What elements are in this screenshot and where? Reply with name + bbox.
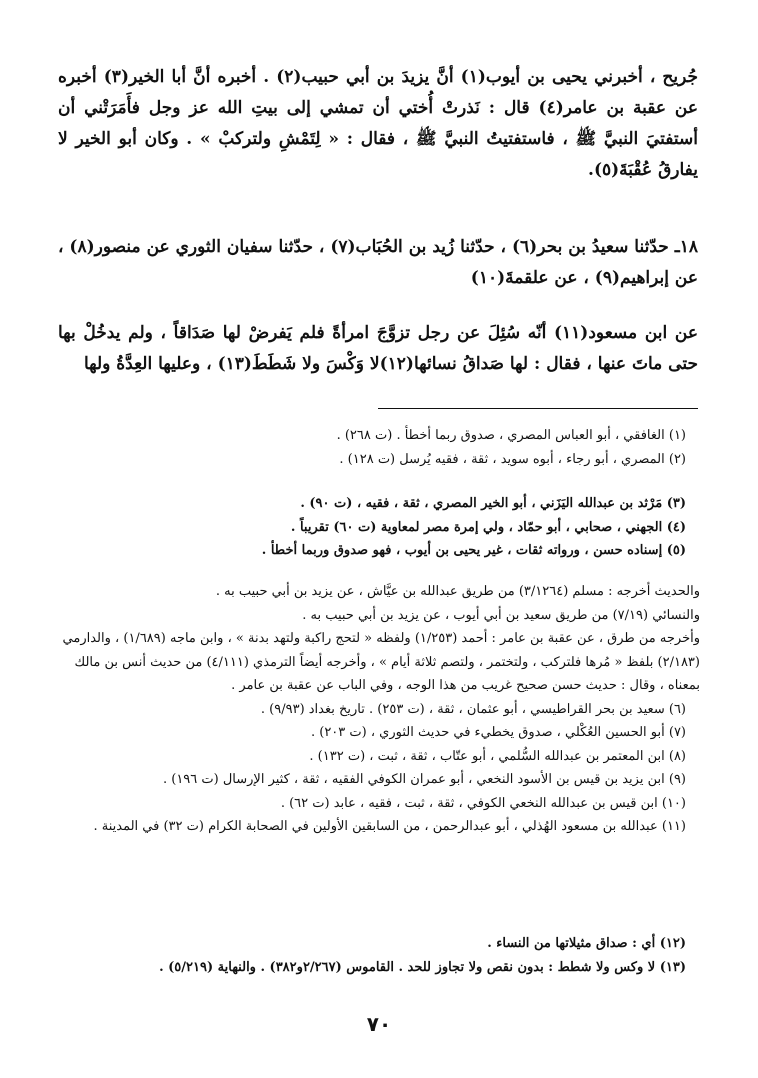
footnotes-group-2 (58, 492, 700, 563)
footnotes-group-1 (58, 424, 700, 471)
footnote: (٢) المصري ، أبو رجاء ، أبوه سويد ، ثقة ، فقيه يُرسل (ت ١٢٨) . (339, 451, 686, 467)
hadith-17-continuation: جُريح ، أخبرني يحيى بن أيوب(١) أنَّ يزيدَ بن أبي حبيب(٢) . أخبره أنَّ أبا الخير(٣) أخبره عن عقبة بن عامر(٤) قال : نَذرتْ أُختي أن تمشي إلى بيتِ الله عز وجل فأَمَرَتْني أن أستفتيَ النبيَّ ﷺ ، فاستفتيتُ النبيَّ ﷺ ، فقال : « لِتَمْشِ ولتركبْ » . وكان أبو الخير لا يفارقُ عُقْبَةَ(٥). (58, 67, 698, 180)
footnote-separator (378, 408, 698, 409)
takhrij-line: وأخرجه من طرق ، عن عقبة بن عامر : أحمد (١/٢٥٣) ولفظه « لتحج راكبة ولتهد بدنة » ، وابن ماجه (١/٦٨٩) ، والدارمي (٢/١٨٣) بلفظ « مُرها فلتركب ، ولتختمر ، ولتصم ثلاثة أيام » ، وأخرجه أيضاً الترمذي (٤/١١١) من حديث أنس بن مالك بمعناه ، وقال : حديث حسن صحيح غريب من هذا الوجه ، وفي الباب عن عقبة بن عامر . (62, 631, 700, 693)
main-text-paragraph-3 (58, 318, 698, 380)
footnote: (٣) مَرْثد بن عبدالله اليَزَني ، أبو الخير المصري ، ثقة ، فقيه ، (ت ٩٠) . (300, 496, 686, 511)
main-text-paragraph-1 (58, 62, 698, 186)
footnote: (١٢) أي : صداق مثيلاتها من النساء . (487, 936, 686, 951)
footnote: (٤) الجهني ، صحابي ، أبو حمّاد ، ولي إمرة مصر لمعاوية (ت ٦٠) تقريباً . (290, 519, 686, 535)
footnote: (٦) سعيد بن بحر القراطيسي ، أبو عثمان ، ثقة ، (ت ٢٥٣) . تاريخ بغداد (٩/٩٣) . (260, 701, 686, 717)
footnote: (١) الغافقي ، أبو العباس المصري ، صدوق ربما أخطأ . (ت ٢٦٨) . (336, 428, 686, 443)
hadith-18-isnad: ١٨ـ حدّثنا سعيدُ بن بحر(٦) ، حدّثنا زُيد بن الحُبَاب(٧) ، حدّثنا سفيان الثوري عن منصور(٨) ، عن إبراهيم(٩) ، عن علقمةَ(١٠) (58, 237, 698, 288)
footnote: (٩) ابن يزيد بن قيس بن الأسود النخعي ، أبو عمران الكوفي الفقيه ، ثقة ، كثير الإرسال (ت ١٩٦) . (162, 772, 686, 787)
takhrij-line: والنسائي (٧/١٩) من طريق سعيد بن أبي أيوب ، عن يزيد بن أبي حبيب به . (302, 607, 700, 623)
footnote: (٨) ابن المعتمر بن عبدالله السُّلمي ، أبو عتّاب ، ثقة ، ثبت ، (ت ١٣٢) . (309, 748, 686, 764)
footnote: (١١) عبدالله بن مسعود الهُذلي ، أبو عبدالرحمن ، من السابقين الأولين في الصحابة الكرام (ت ٣٢) في المدينة . (93, 819, 686, 834)
footnote: (١٠) ابن قيس بن عبدالله النخعي الكوفي ، ثقة ، ثبت ، فقيه ، عابد (ت ٦٢) . (280, 795, 686, 811)
footnote: (٥) إسناده حسن ، ورواته ثقات ، غير يحيى بن أيوب ، فهو صدوق وربما أخطأ . (261, 543, 686, 558)
footnote: (٧) أبو الحسين العُكْلي ، صدوق يخطيء في حديث الثوري ، (ت ٢٠٣) . (310, 725, 686, 740)
takhrij-line: والحديث أخرجه : مسلم (٣/١٢٦٤) من طريق عبدالله بن عيَّاش ، عن يزيد بن أبي حبيب به . (215, 584, 700, 599)
footnotes-group-4 (58, 932, 700, 979)
footnotes-takhrij-and-group-3 (58, 580, 700, 839)
page-number: ٧٠ (366, 1012, 392, 1036)
hadith-18-matn: عن ابن مسعود(١١) أنّه سُئِلَ عن رجل تزوَّجَ امرأةً فلم يَفرضْ لها صَدَاقاً ، ولم يدخُلْ بها حتى ماتَ عنها ، فقال : لها صَداقُ نسائها(١٢)لا وَكْسَ ولا شَطَطَ(١٣) ، وعليها العِدَّةُ ولها (58, 323, 698, 374)
main-text-paragraph-2 (58, 232, 698, 294)
footnote: (١٣) لا وكس ولا شطط : بدون نقص ولا تجاوز للحد . القاموس (٢/٢٦٧و٣٨٢) . والنهاية (٥/٢١٩) . (159, 959, 686, 975)
